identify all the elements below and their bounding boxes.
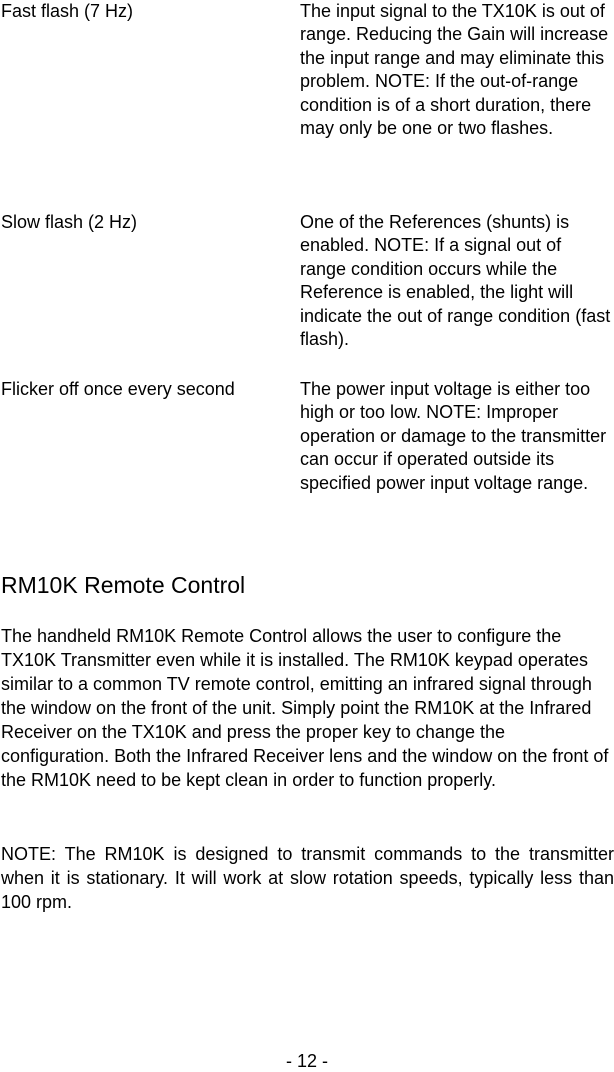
- note-paragraph: NOTE: The RM10K is designed to transmit commands to the transmitter when it is stationary. It will work at slow rotation speeds, typically less than 100 rpm.: [1, 844, 614, 912]
- status-term: Slow flash (2 Hz): [1, 212, 138, 232]
- page-number: - 12 -: [285, 1051, 328, 1071]
- body-paragraph: The handheld RM10K Remote Control allows the user to configure the TX10K Transmitter even while it is installed. The RM10K keypad operates similar to a common TV remote control, emitting an infrared signal through the window on the front of the unit. Simply point the RM10K at the Infrared Receiver on the TX10K and press the proper key to change the configuration. Both the Infrared Receiver lens and the window on the front of the RM10K need to be kept clean in order to function properly.: [1, 626, 609, 790]
- status-description: One of the References (shunts) is enabled. NOTE: If a signal out of range condition occurs while the Reference is enabled, the light will indicate the out of range condition (fast flash).: [300, 212, 611, 350]
- status-term: Fast flash (7 Hz): [1, 1, 134, 21]
- section-heading: RM10K Remote Control: [1, 572, 246, 598]
- status-description: The input signal to the TX10K is out of range. Reducing the Gain will increase the input range and may eliminate this problem. NOTE: If the out-of-range condition is of a short duration, there may only be one or two flashes.: [300, 1, 609, 139]
- status-description: The power input voltage is either too high or too low. NOTE: Improper operation or damage to the transmitter can occur if operated outside its specified power input voltage range.: [300, 379, 607, 493]
- status-term: Flicker off once every second: [1, 379, 235, 399]
